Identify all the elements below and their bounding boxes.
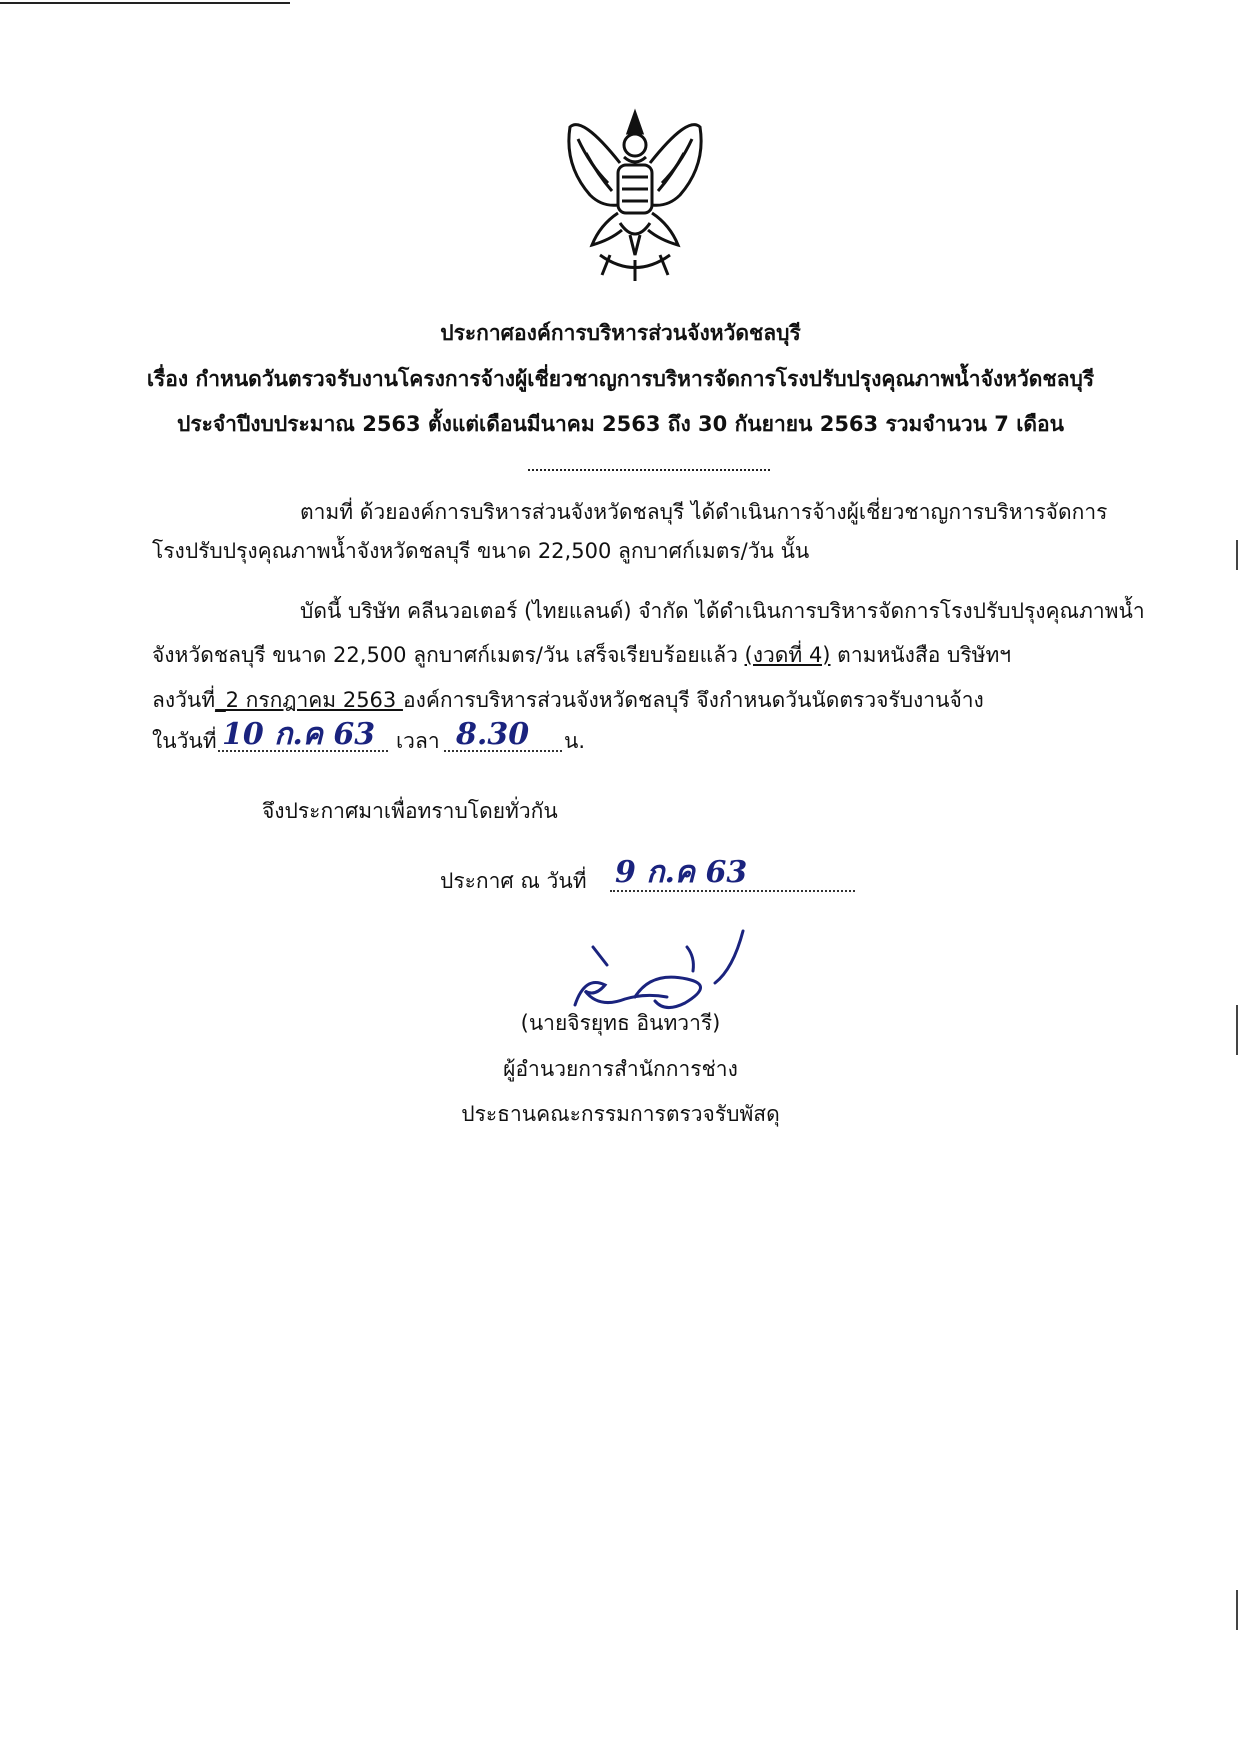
para2-line3-text-b: องค์การบริหารส่วนจังหวัดชลบุรี จึงกำหนดวันนัดตรวจรับงานจ้าง xyxy=(402,688,984,712)
inspect-time-unit: น. xyxy=(564,729,586,753)
signer-position-2: ประธานคณะกรรมการตรวจรับพัสดุ xyxy=(461,1102,780,1126)
handwritten-signature xyxy=(555,925,755,1015)
para2-line2-text-a: จังหวัดชลบุรี ขนาด 22,500 ลูกบาศก์เมตร/วัน เสร็จเรียบร้อยแล้ว xyxy=(152,643,745,667)
para1-line2: โรงปรับปรุงคุณภาพน้ำจังหวัดชลบุรี ขนาด 22,500 ลูกบาศก์เมตร/วัน นั้น xyxy=(152,539,810,563)
separator-dots xyxy=(528,469,770,471)
scan-artifact-top xyxy=(0,2,290,4)
scan-artifact-right-1 xyxy=(1236,540,1238,570)
announcement-title: ประกาศองค์การบริหารส่วนจังหวัดชลบุรี xyxy=(440,321,801,345)
letter-date: _2 กรกฎาคม 2563 xyxy=(215,688,403,712)
inspect-time-label: เวลา xyxy=(396,729,440,753)
closing-text: จึงประกาศมาเพื่อทราบโดยทั่วกัน xyxy=(262,799,558,823)
announce-date-label: ประกาศ ณ วันที่ xyxy=(440,869,587,893)
inspect-date-handwritten: 10 ก.ค 63 xyxy=(222,717,376,752)
announce-date-fill-line xyxy=(610,890,855,892)
signer-position-1: ผู้อำนวยการสำนักการช่าง xyxy=(503,1057,738,1081)
inspect-date-label: ในวันที่ xyxy=(152,729,217,753)
announce-date-handwritten: 9 ก.ค 63 xyxy=(615,855,748,890)
para2-line3-text-a: ลงวันที่ xyxy=(152,688,216,712)
announcement-subject-line2: ประจำปีงบประมาณ 2563 ตั้งแต่เดือนมีนาคม 2563 ถึง 30 กันยายน 2563 รวมจำนวน 7 เดือน xyxy=(176,412,1064,436)
installment-number: (งวดที่ 4) xyxy=(744,643,831,667)
para2-line2 xyxy=(152,645,1011,666)
inspect-time-handwritten: 8.30 xyxy=(456,717,530,752)
para2-line3 xyxy=(152,690,984,711)
garuda-emblem xyxy=(560,105,710,285)
para2-line1: บัดนี้ บริษัท คลีนวอเตอร์ (ไทยแลนด์) จำกัด ได้ดำเนินการบริหารจัดการโรงปรับปรุงคุณภาพน้ำ xyxy=(300,599,1145,623)
signer-name: (นายจิรยุทธ อินทวารี) xyxy=(520,1011,721,1035)
scan-artifact-right-3 xyxy=(1236,1590,1238,1630)
para2-line2-text-b: ตามหนังสือ บริษัทฯ xyxy=(830,643,1012,667)
announcement-subject-line1: เรื่อง กำหนดวันตรวจรับงานโครงการจ้างผู้เชี่ยวชาญการบริหารจัดการโรงปรับปรุงคุณภาพน้ำจังหวัดชลบุรี xyxy=(146,367,1095,391)
para1-line1: ตามที่ ด้วยองค์การบริหารส่วนจังหวัดชลบุรี ได้ดำเนินการจ้างผู้เชี่ยวชาญการบริหารจัดการ xyxy=(300,500,1108,524)
